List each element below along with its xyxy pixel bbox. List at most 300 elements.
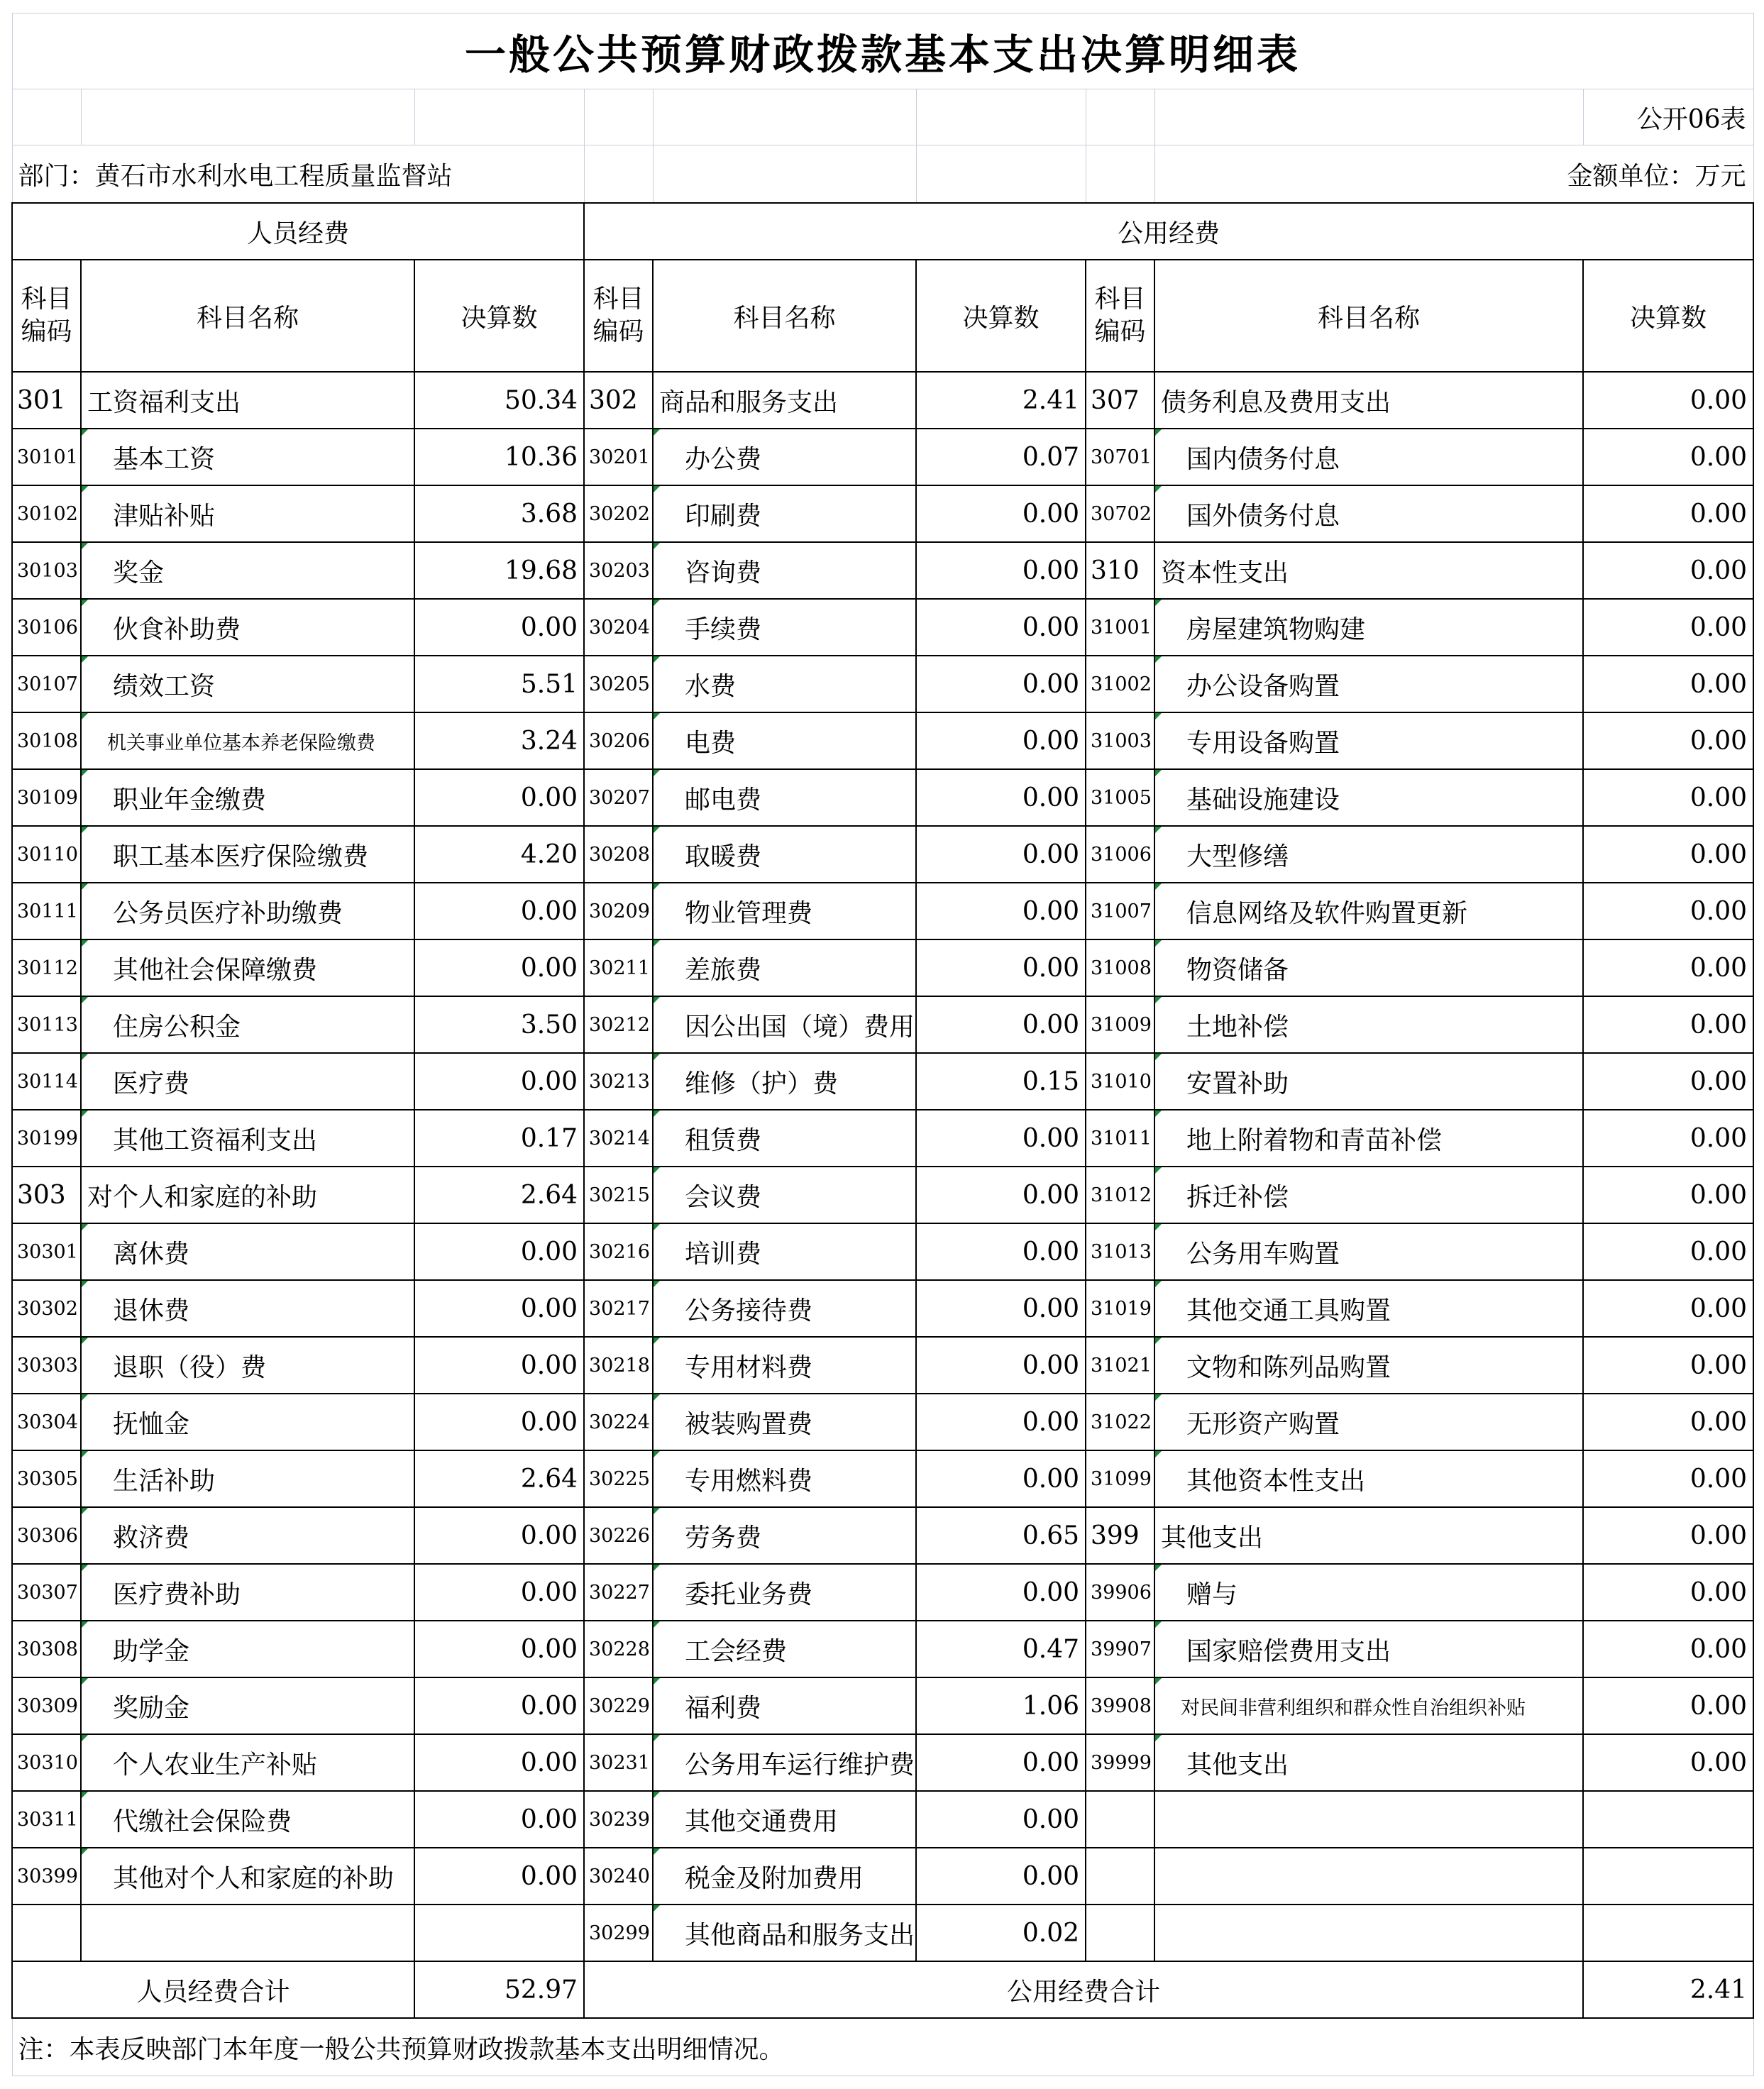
public-b-name-cell: 专用设备购置 [1154,712,1583,769]
col-amount-header: 决算数 [916,260,1086,372]
public-a-amount-cell: 0.00 [916,1848,1086,1905]
personnel-name-cell: 退休费 [81,1280,414,1337]
public-b-amount-cell: 0.00 [1583,1167,1753,1223]
personnel-code-cell: 30305 [12,1450,81,1507]
personnel-amount-cell: 3.24 [414,712,584,769]
public-b-amount-cell: 0.00 [1583,996,1753,1053]
public-total-label: 公用经费合计 [584,1961,1583,2018]
col-amount-header: 决算数 [414,260,584,372]
personnel-amount-cell: 0.00 [414,1394,584,1450]
personnel-code-cell: 30302 [12,1280,81,1337]
table-row [12,939,1753,996]
public-b-name-cell: 安置补助 [1154,1053,1583,1110]
personnel-amount-cell: 0.00 [414,1337,584,1394]
table-row [12,712,1753,769]
personnel-amount-cell: 0.00 [414,883,584,939]
public-b-name-cell: 办公设备购置 [1154,656,1583,712]
public-a-code-cell: 30213 [584,1053,653,1110]
table-row [12,1053,1753,1110]
personnel-code-cell: 30110 [12,826,81,883]
public-b-amount-cell: 0.00 [1583,656,1753,712]
personnel-name-cell: 住房公积金 [81,996,414,1053]
public-a-code-cell: 30239 [584,1791,653,1848]
public-b-name-cell: 基础设施建设 [1154,769,1583,826]
public-a-amount-cell: 0.00 [916,996,1086,1053]
table-row [12,826,1753,883]
public-a-code-cell: 30224 [584,1394,653,1450]
public-b-code-cell: 31006 [1086,826,1154,883]
personnel-code-cell: 30102 [12,485,81,542]
personnel-name-cell: 津贴补贴 [81,485,414,542]
personnel-code-cell: 30112 [12,939,81,996]
public-a-amount-cell: 0.00 [916,712,1086,769]
public-a-name-cell: 被装购置费 [653,1394,916,1450]
public-a-amount-cell: 0.00 [916,542,1086,599]
personnel-code-cell: 30310 [12,1734,81,1791]
public-a-code-cell: 30228 [584,1621,653,1677]
table-row [12,599,1753,656]
public-a-amount-cell: 0.00 [916,1450,1086,1507]
table-row [12,1280,1753,1337]
public-b-amount-cell: 0.00 [1583,1564,1753,1621]
public-b-code-cell: 31099 [1086,1450,1154,1507]
public-a-code-cell: 30227 [584,1564,653,1621]
public-a-amount-cell: 0.00 [916,656,1086,712]
public-a-name-cell: 公务接待费 [653,1280,916,1337]
public-a-code-cell: 30299 [584,1905,653,1961]
personnel-amount-cell: 3.50 [414,996,584,1053]
public-b-name-cell: 国家赔偿费用支出 [1154,1621,1583,1677]
public-b-amount-cell: 0.00 [1583,1621,1753,1677]
personnel-code-cell: 303 [12,1167,81,1223]
personnel-name-cell: 退职（役）费 [81,1337,414,1394]
public-a-code-cell: 30225 [584,1450,653,1507]
public-a-amount-cell: 0.07 [916,429,1086,485]
public-a-name-cell: 工会经费 [653,1621,916,1677]
personnel-name-cell: 奖励金 [81,1677,414,1734]
table-row [12,883,1753,939]
public-b-name-cell [1154,1905,1583,1961]
public-a-code-cell: 30229 [584,1677,653,1734]
public-b-code-cell [1086,1791,1154,1848]
public-b-name-cell: 其他交通工具购置 [1154,1280,1583,1337]
public-a-code-cell: 30231 [584,1734,653,1791]
public-b-amount-cell: 0.00 [1583,1734,1753,1791]
public-a-name-cell: 专用材料费 [653,1337,916,1394]
personnel-name-cell: 奖金 [81,542,414,599]
personnel-code-cell: 30307 [12,1564,81,1621]
personnel-amount-cell: 3.68 [414,485,584,542]
public-b-amount-cell: 0.00 [1583,372,1753,429]
public-a-name-cell: 电费 [653,712,916,769]
public-a-name-cell: 手续费 [653,599,916,656]
personnel-code-cell: 30306 [12,1507,81,1564]
col-code-header: 科目 编码 [12,260,81,372]
public-a-amount-cell: 0.00 [916,1337,1086,1394]
table-row [12,1734,1753,1791]
public-group-header: 公用经费 [584,203,1753,260]
personnel-name-cell: 职业年金缴费 [81,769,414,826]
table-row [12,1337,1753,1394]
public-b-amount-cell [1583,1905,1753,1961]
public-a-amount-cell: 0.00 [916,1564,1086,1621]
personnel-amount-cell: 0.00 [414,1734,584,1791]
table-row [12,769,1753,826]
table-row [12,1507,1753,1564]
public-b-name-cell: 拆迁补偿 [1154,1167,1583,1223]
public-a-code-cell: 30216 [584,1223,653,1280]
col-name-header: 科目名称 [653,260,916,372]
public-b-code-cell: 39999 [1086,1734,1154,1791]
public-a-code-cell: 30217 [584,1280,653,1337]
public-b-name-cell: 债务利息及费用支出 [1154,372,1583,429]
table-row [12,1848,1753,1905]
public-b-amount-cell [1583,1848,1753,1905]
public-b-amount-cell: 0.00 [1583,712,1753,769]
personnel-name-cell: 医疗费 [81,1053,414,1110]
public-b-amount-cell: 0.00 [1583,1223,1753,1280]
public-a-amount-cell: 0.00 [916,769,1086,826]
public-b-name-cell: 房屋建筑物购建 [1154,599,1583,656]
public-a-code-cell: 30208 [584,826,653,883]
public-a-name-cell: 取暖费 [653,826,916,883]
table-row [12,1677,1753,1734]
department-label: 部门：黄石市水利水电工程质量监督站 [12,145,584,204]
public-a-code-cell: 30203 [584,542,653,599]
public-a-amount-cell: 0.02 [916,1905,1086,1961]
public-b-code-cell: 31019 [1086,1280,1154,1337]
public-a-amount-cell: 0.00 [916,1223,1086,1280]
personnel-amount-cell: 0.00 [414,1621,584,1677]
public-a-amount-cell: 0.00 [916,599,1086,656]
personnel-name-cell: 公务员医疗补助缴费 [81,883,414,939]
personnel-name-cell: 伙食补助费 [81,599,414,656]
public-b-code-cell: 31007 [1086,883,1154,939]
public-b-name-cell: 其他支出 [1154,1734,1583,1791]
table-row [12,1394,1753,1450]
personnel-amount-cell: 0.00 [414,1564,584,1621]
public-a-code-cell: 30212 [584,996,653,1053]
personnel-code-cell: 30311 [12,1791,81,1848]
public-b-name-cell: 赠与 [1154,1564,1583,1621]
public-a-name-cell: 培训费 [653,1223,916,1280]
personnel-amount-cell: 0.00 [414,1791,584,1848]
public-b-code-cell: 31008 [1086,939,1154,996]
public-b-name-cell: 文物和陈列品购置 [1154,1337,1583,1394]
public-b-amount-cell: 0.00 [1583,1450,1753,1507]
personnel-code-cell: 30399 [12,1848,81,1905]
table-row [12,485,1753,542]
public-b-name-cell: 物资储备 [1154,939,1583,996]
public-b-amount-cell: 0.00 [1583,883,1753,939]
personnel-code-cell: 30107 [12,656,81,712]
public-a-name-cell: 水费 [653,656,916,712]
public-a-code-cell: 30211 [584,939,653,996]
personnel-name-cell: 基本工资 [81,429,414,485]
public-b-code-cell: 31022 [1086,1394,1154,1450]
public-a-name-cell: 因公出国（境）费用 [653,996,916,1053]
public-a-name-cell: 咨询费 [653,542,916,599]
table-row [12,1450,1753,1507]
col-code-header: 科目 编码 [1086,260,1154,372]
public-a-amount-cell: 0.47 [916,1621,1086,1677]
public-b-name-cell: 大型修缮 [1154,826,1583,883]
personnel-code-cell: 30114 [12,1053,81,1110]
personnel-total-value: 52.97 [414,1961,584,2018]
public-a-name-cell: 劳务费 [653,1507,916,1564]
public-b-code-cell: 31021 [1086,1337,1154,1394]
public-b-amount-cell: 0.00 [1583,485,1753,542]
personnel-code-cell: 30106 [12,599,81,656]
personnel-amount-cell: 0.00 [414,1507,584,1564]
public-a-code-cell: 30226 [584,1507,653,1564]
public-a-name-cell: 专用燃料费 [653,1450,916,1507]
public-b-amount-cell: 0.00 [1583,1110,1753,1167]
public-a-code-cell: 30218 [584,1337,653,1394]
personnel-name-cell: 抚恤金 [81,1394,414,1450]
public-a-amount-cell: 0.00 [916,1280,1086,1337]
col-name-header: 科目名称 [81,260,414,372]
personnel-amount-cell: 50.34 [414,372,584,429]
public-b-amount-cell: 0.00 [1583,429,1753,485]
personnel-amount-cell: 4.20 [414,826,584,883]
public-b-code-cell: 39908 [1086,1677,1154,1734]
public-b-name-cell: 土地补偿 [1154,996,1583,1053]
public-b-name-cell: 对民间非营利组织和群众性自治组织补贴 [1154,1677,1583,1734]
personnel-name-cell: 个人农业生产补贴 [81,1734,414,1791]
table-row [12,1905,1753,1961]
personnel-amount-cell: 10.36 [414,429,584,485]
personnel-amount-cell: 2.64 [414,1450,584,1507]
personnel-code-cell: 30308 [12,1621,81,1677]
amount-unit-label: 金额单位：万元 [1154,145,1753,204]
public-b-code-cell [1086,1905,1154,1961]
public-a-name-cell: 商品和服务支出 [653,372,916,429]
personnel-name-cell: 机关事业单位基本养老保险缴费 [81,712,414,769]
public-a-code-cell: 30201 [584,429,653,485]
public-a-name-cell: 公务用车运行维护费 [653,1734,916,1791]
personnel-amount-cell: 2.64 [414,1167,584,1223]
public-a-name-cell: 租赁费 [653,1110,916,1167]
personnel-code-cell: 30304 [12,1394,81,1450]
personnel-code-cell: 30109 [12,769,81,826]
personnel-amount-cell: 0.00 [414,1848,584,1905]
public-a-amount-cell: 0.00 [916,1734,1086,1791]
personnel-name-cell: 助学金 [81,1621,414,1677]
public-a-name-cell: 福利费 [653,1677,916,1734]
public-a-code-cell: 30207 [584,769,653,826]
public-a-name-cell: 税金及附加费用 [653,1848,916,1905]
personnel-name-cell: 工资福利支出 [81,372,414,429]
personnel-name-cell: 绩效工资 [81,656,414,712]
public-b-code-cell: 30701 [1086,429,1154,485]
personnel-name-cell: 离休费 [81,1223,414,1280]
public-a-name-cell: 其他交通费用 [653,1791,916,1848]
public-b-amount-cell: 0.00 [1583,1053,1753,1110]
personnel-amount-cell: 19.68 [414,542,584,599]
personnel-code-cell: 30199 [12,1110,81,1167]
table-row [12,542,1753,599]
public-b-code-cell: 39906 [1086,1564,1154,1621]
public-b-amount-cell: 0.00 [1583,1507,1753,1564]
public-b-amount-cell: 0.00 [1583,542,1753,599]
public-b-code-cell: 31009 [1086,996,1154,1053]
public-b-code-cell: 31011 [1086,1110,1154,1167]
public-b-name-cell [1154,1791,1583,1848]
table-row [12,1110,1753,1167]
public-b-code-cell: 39907 [1086,1621,1154,1677]
public-a-amount-cell: 0.00 [916,1110,1086,1167]
personnel-name-cell: 救济费 [81,1507,414,1564]
public-b-amount-cell: 0.00 [1583,599,1753,656]
public-a-amount-cell: 2.41 [916,372,1086,429]
public-b-amount-cell: 0.00 [1583,1280,1753,1337]
personnel-code-cell: 30101 [12,429,81,485]
public-b-amount-cell: 0.00 [1583,1394,1753,1450]
table-number: 公开06表 [1583,89,1753,145]
personnel-code-cell: 301 [12,372,81,429]
personnel-name-cell: 其他社会保障缴费 [81,939,414,996]
public-a-code-cell: 30202 [584,485,653,542]
public-a-amount-cell: 0.00 [916,939,1086,996]
personnel-code-cell: 30111 [12,883,81,939]
public-a-amount-cell: 0.00 [916,1167,1086,1223]
public-b-name-cell: 国内债务付息 [1154,429,1583,485]
public-b-code-cell [1086,1848,1154,1905]
public-b-name-cell: 国外债务付息 [1154,485,1583,542]
public-a-name-cell: 差旅费 [653,939,916,996]
personnel-name-cell: 对个人和家庭的补助 [81,1167,414,1223]
public-b-name-cell: 公务用车购置 [1154,1223,1583,1280]
personnel-code-cell: 30113 [12,996,81,1053]
public-b-amount-cell: 0.00 [1583,826,1753,883]
table-row [12,996,1753,1053]
table-row [12,1791,1753,1848]
table-row [12,1621,1753,1677]
personnel-code-cell: 30108 [12,712,81,769]
public-b-code-cell: 310 [1086,542,1154,599]
public-b-name-cell: 信息网络及软件购置更新 [1154,883,1583,939]
public-a-code-cell: 30209 [584,883,653,939]
personnel-amount-cell: 0.00 [414,769,584,826]
public-b-amount-cell: 0.00 [1583,939,1753,996]
public-b-code-cell: 31013 [1086,1223,1154,1280]
public-b-name-cell: 无形资产购置 [1154,1394,1583,1450]
personnel-amount-cell [414,1905,584,1961]
public-b-amount-cell: 0.00 [1583,1337,1753,1394]
personnel-name-cell [81,1905,414,1961]
public-a-code-cell: 30205 [584,656,653,712]
public-b-name-cell: 其他资本性支出 [1154,1450,1583,1507]
public-b-code-cell: 307 [1086,372,1154,429]
personnel-group-header: 人员经费 [12,203,584,260]
personnel-code-cell: 30103 [12,542,81,599]
col-code-header: 科目 编码 [584,260,653,372]
public-a-amount-cell: 0.00 [916,826,1086,883]
public-a-amount-cell: 0.00 [916,1394,1086,1450]
public-b-name-cell: 地上附着物和青苗补偿 [1154,1110,1583,1167]
public-a-code-cell: 30214 [584,1110,653,1167]
public-b-code-cell: 31012 [1086,1167,1154,1223]
public-b-code-cell: 31005 [1086,769,1154,826]
table-row [12,656,1753,712]
personnel-amount-cell: 0.00 [414,599,584,656]
personnel-total-label: 人员经费合计 [12,1961,414,2018]
personnel-name-cell: 其他对个人和家庭的补助 [81,1848,414,1905]
public-b-code-cell: 31002 [1086,656,1154,712]
public-a-name-cell: 会议费 [653,1167,916,1223]
public-a-name-cell: 其他商品和服务支出 [653,1905,916,1961]
personnel-name-cell: 其他工资福利支出 [81,1110,414,1167]
public-a-name-cell: 维修（护）费 [653,1053,916,1110]
public-a-code-cell: 30206 [584,712,653,769]
table-note: 注：本表反映部门本年度一般公共预算财政拨款基本支出明细情况。 [12,2018,1753,2076]
public-b-code-cell: 31001 [1086,599,1154,656]
personnel-amount-cell: 0.00 [414,1677,584,1734]
public-a-code-cell: 30215 [584,1167,653,1223]
table-row [12,1223,1753,1280]
public-b-code-cell: 31010 [1086,1053,1154,1110]
personnel-code-cell [12,1905,81,1961]
public-a-amount-cell: 0.00 [916,485,1086,542]
public-b-amount-cell [1583,1791,1753,1848]
table-row [12,372,1753,429]
public-b-code-cell: 31003 [1086,712,1154,769]
public-a-amount-cell: 0.00 [916,1791,1086,1848]
personnel-amount-cell: 0.17 [414,1110,584,1167]
public-a-amount-cell: 0.15 [916,1053,1086,1110]
public-b-name-cell [1154,1848,1583,1905]
public-a-name-cell: 印刷费 [653,485,916,542]
personnel-amount-cell: 0.00 [414,1053,584,1110]
public-total-value: 2.41 [1583,1961,1753,2018]
table-row [12,1167,1753,1223]
personnel-code-cell: 30309 [12,1677,81,1734]
table-row [12,429,1753,485]
col-amount-header: 决算数 [1583,260,1753,372]
public-a-name-cell: 委托业务费 [653,1564,916,1621]
public-a-name-cell: 办公费 [653,429,916,485]
budget-detail-table [11,13,1754,2076]
table-row [12,1564,1753,1621]
public-a-name-cell: 邮电费 [653,769,916,826]
public-a-code-cell: 30204 [584,599,653,656]
col-name-header: 科目名称 [1154,260,1583,372]
personnel-name-cell: 医疗费补助 [81,1564,414,1621]
public-a-amount-cell: 0.00 [916,883,1086,939]
personnel-name-cell: 职工基本医疗保险缴费 [81,826,414,883]
public-b-code-cell: 30702 [1086,485,1154,542]
report-title: 一般公共预算财政拨款基本支出决算明细表 [12,13,1753,89]
personnel-amount-cell: 0.00 [414,1280,584,1337]
public-b-amount-cell: 0.00 [1583,769,1753,826]
personnel-code-cell: 30301 [12,1223,81,1280]
personnel-code-cell: 30303 [12,1337,81,1394]
personnel-amount-cell: 5.51 [414,656,584,712]
personnel-amount-cell: 0.00 [414,939,584,996]
public-a-name-cell: 物业管理费 [653,883,916,939]
personnel-name-cell: 代缴社会保险费 [81,1791,414,1848]
personnel-amount-cell: 0.00 [414,1223,584,1280]
public-a-code-cell: 30240 [584,1848,653,1905]
public-b-name-cell: 资本性支出 [1154,542,1583,599]
public-a-amount-cell: 1.06 [916,1677,1086,1734]
public-b-name-cell: 其他支出 [1154,1507,1583,1564]
personnel-name-cell: 生活补助 [81,1450,414,1507]
public-b-amount-cell: 0.00 [1583,1677,1753,1734]
public-b-code-cell: 399 [1086,1507,1154,1564]
public-a-code-cell: 302 [584,372,653,429]
